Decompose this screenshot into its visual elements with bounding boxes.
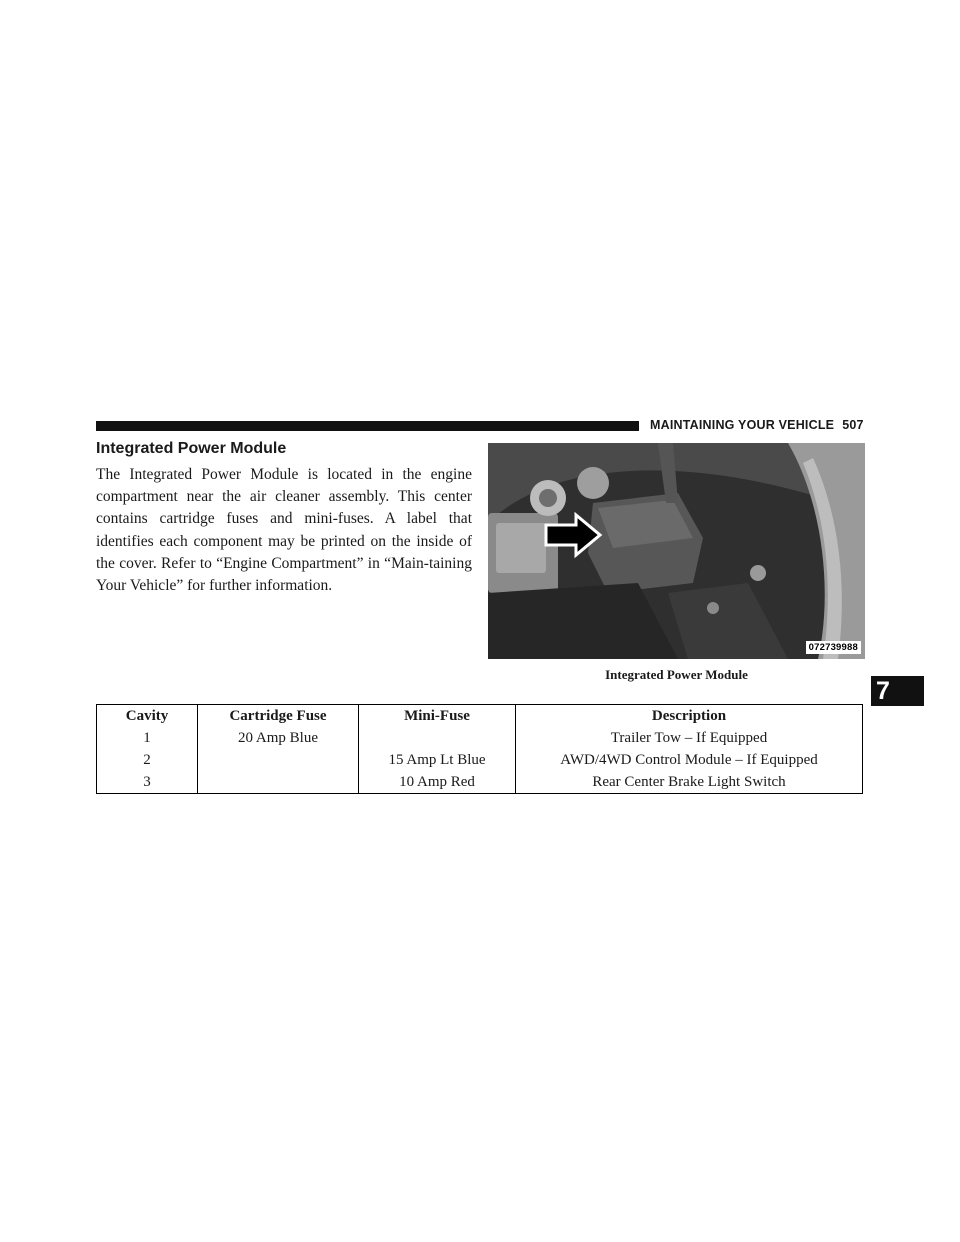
cell-mini-fuse: 10 Amp Red [359, 771, 516, 794]
table-header-row [97, 705, 863, 728]
cell-mini-fuse [359, 727, 516, 749]
body-paragraph: The Integrated Power Module is located in the engine compartment near the air cleaner assembly. This center contains cartridge fuses and mini-fuses. A label that identifies each component may be printed on the inside of the cover. Refer to “Engine Compartment” in “Main-taining Your Vehicle” for further information. [96, 466, 472, 595]
cell-description: Trailer Tow – If Equipped [516, 727, 863, 749]
cell-cartridge-fuse: 20 Amp Blue [198, 727, 359, 749]
header-cartridge-fuse: Cartridge Fuse [198, 705, 359, 728]
header-rule [96, 421, 639, 431]
engine-compartment-illustration [488, 443, 865, 659]
chapter-tab: 7 [871, 676, 924, 706]
page-number: 507 [842, 418, 864, 432]
header-cavity: Cavity [97, 705, 198, 728]
cell-description: AWD/4WD Control Module – If Equipped [516, 749, 863, 771]
cell-cartridge-fuse [198, 771, 359, 794]
table-row [97, 771, 863, 794]
cell-cavity: 1 [97, 727, 198, 749]
running-header [650, 418, 864, 432]
section-title: Integrated Power Module [96, 440, 287, 457]
table-row [97, 749, 863, 771]
cell-description: Rear Center Brake Light Switch [516, 771, 863, 794]
header-section: MAINTAINING YOUR VEHICLE [650, 418, 835, 432]
cell-cavity: 2 [97, 749, 198, 771]
fuse-table [96, 704, 863, 794]
cell-cavity: 3 [97, 771, 198, 794]
table-row [97, 727, 863, 749]
cell-cartridge-fuse [198, 749, 359, 771]
cell-mini-fuse: 15 Amp Lt Blue [359, 749, 516, 771]
figure-caption: Integrated Power Module [605, 667, 748, 682]
figure-code: 072739988 [806, 641, 861, 654]
header-description: Description [516, 705, 863, 728]
engine-photo [488, 443, 865, 659]
header-mini-fuse: Mini-Fuse [359, 705, 516, 728]
